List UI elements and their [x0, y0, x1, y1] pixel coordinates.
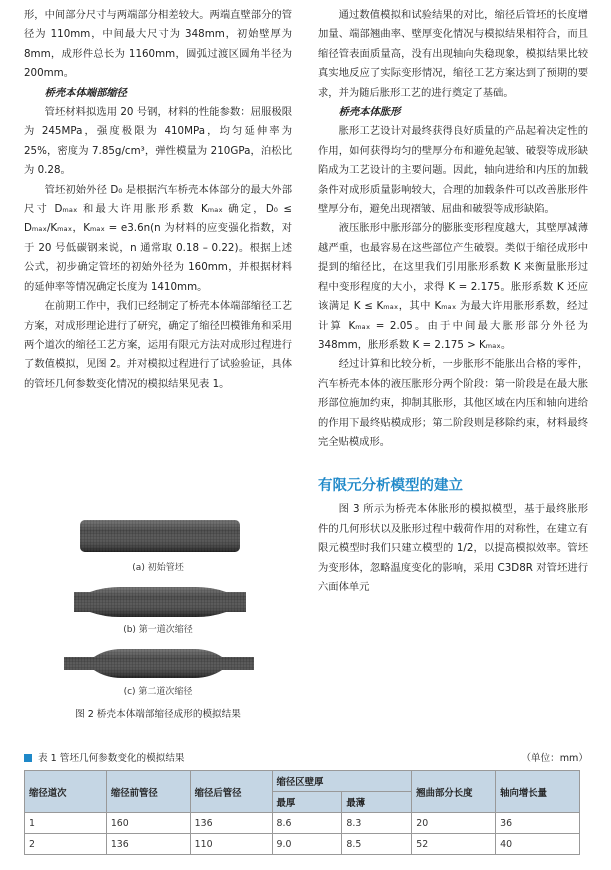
header-axial-growth: 轴向增长量	[496, 771, 580, 813]
paragraph: 在前期工作中，我们已经制定了桥壳本体端部缩径工艺方案，对成形理论进行了研究，确定了缩径凹模锥角和采用两个道次的缩径工艺方案，运用有限元方法对成形过程进行了数值模拟，见图 2。并对模拟过程进行了试验验证，具体的管坯几何参数变化情况的模拟结果见表 1。	[24, 300, 292, 390]
header-diameter-before: 缩径前管径	[106, 771, 190, 813]
caption-a: (a) 初始管坯	[132, 563, 184, 573]
paragraph: 形，中间部分尺寸与两端部分相差较大。两端直壁部分的管径为 110mm，中间最大尺寸为 348mm，初始壁厚为 8mm，成形件总长为 1160mm，圆弧过渡区圆角半径为 200mm。	[24, 9, 292, 80]
paragraph: 管坯初始外径 D₀ 是根据汽车桥壳本体部分的最大外部尺寸 Dₘₐₓ 和最大许用胀形系数 Kₘₐₓ 确定，D₀ ≤ Dₘₐₓ/Kₘₐₓ，Kₘₐₓ = e3.6n(n 为材料的应变强化指数，对于 20 号低碳钢来说，n 通常取 0.18 – 0.22)。根据上述公式，初步确定管坯的初始外径为 160mm，并根据材料的延伸率等情况确定长度为 1410mm。	[24, 183, 292, 293]
right-column	[318, 6, 588, 597]
table-cell: 40	[496, 834, 580, 855]
second-pass-tube-image	[24, 646, 292, 680]
subheader-thinnest: 最薄	[342, 792, 412, 813]
initial-tube-image	[24, 512, 292, 556]
table-cell: 8.3	[342, 813, 412, 834]
paragraph: 通过数值模拟和试验结果的对比，缩径后管坯的长度增加量、端部翘曲率、壁厚变化情况与模拟结果相符合，而且缩径管表面质量高，没有出现轴向失稳现象，模拟结果比较真实地反应了实际变形情况，缩径工艺方案达到了预期的要求，并为随后胀形工艺的进行奠定了基础。	[318, 9, 588, 99]
table-cell: 52	[412, 834, 496, 855]
header-warp-length: 翘曲部分长度	[412, 771, 496, 813]
table-cell: 9.0	[272, 834, 342, 855]
header-diameter-after: 缩径后管径	[190, 771, 272, 813]
left-column	[24, 6, 292, 394]
figure-title: 图 2 桥壳本体端部缩径成形的模拟结果	[75, 709, 241, 720]
table-cell: 136	[106, 834, 190, 855]
table-caption	[24, 752, 588, 766]
table-row	[25, 813, 580, 834]
subheader-thickest: 最厚	[272, 792, 342, 813]
table-marker-icon	[24, 754, 32, 762]
header-pass: 缩径道次	[25, 771, 107, 813]
table-cell: 36	[496, 813, 580, 834]
figure-2	[24, 512, 292, 722]
table-unit: （单位：mm）	[521, 753, 588, 764]
paragraph: 经过计算和比较分析，一步胀形不能胀出合格的零件，汽车桥壳本体的液压胀形分两个阶段：第一阶段是在最大胀形部位施加约束，抑制其胀形，其他区域在内压和轴向进给的作用下最终贴模成形；第二阶段则是移除约束，材料最终完全贴模成形。	[318, 358, 588, 448]
paragraph: 胀形工艺设计对最终获得良好质量的产品起着决定性的作用，如何获得均匀的壁厚分布和避免起皱、破裂等成形缺陷成为工艺设计的主要问题。因此，轴向进给和内压的加载条件对成形质量影响较大，合理的加载条件可以改善胀形件壁厚分布，避免出现褶皱、屈曲和破裂等成形缺陷。	[318, 125, 588, 216]
paragraph: 管坯材料拟选用 20 号钢，材料的性能参数：屈服极限为 245MPa，强度极限为 410MPa，均匀延伸率为 25%，密度为 7.85g/cm³，弹性模量为 210GPa，泊松比为 0.28。	[24, 106, 292, 177]
table-cell: 160	[106, 813, 190, 834]
table-cell: 8.5	[342, 834, 412, 855]
table-cell: 110	[190, 834, 272, 855]
subheading-end-reduction: 桥壳本体端部缩径	[44, 86, 127, 99]
subheading-bulging: 桥壳本体胀形	[338, 106, 401, 119]
caption-c: (c) 第二道次缩径	[123, 687, 193, 697]
paragraph: 液压胀形中胀形部分的膨胀变形程度越大，其壁厚减薄越严重，也最容易在这些部位产生破裂。类似于缩径成形中提到的缩径比，在这里我们引用胀形系数 K 来衡量胀形过程中变形程度的大小，求得 K = 2.175。胀形系数 K 还应该满足 K ≤ Kₘₐₓ，其中 Kₘₐₓ 为最大许用胀形系数，经过计算 Kₘₐₓ = 2.05。由于中间最大胀形部分外径为 348mm，胀形系数 K = 2.175 > Kₘₐₓ。	[318, 222, 588, 351]
paragraph: 图 3 所示为桥壳本体胀形的模拟模型，基于最终胀形件的几何形状以及胀形过程中载荷作用的对称性，在建立有限元模型时我们只建立模型的 1/2，以提高模拟效率。管坯为变形体，忽略温度变化的影响，采用 C3D8R 对管坯进行六面体单元	[318, 503, 588, 593]
table-cell: 136	[190, 813, 272, 834]
table-cell: 8.6	[272, 813, 342, 834]
table-title: 表 1 管坯几何参数变化的模拟结果	[38, 753, 185, 764]
section-title: 有限元分析模型的建立	[318, 478, 463, 495]
first-pass-tube-image	[24, 584, 292, 618]
header-wall-thickness: 缩径区壁厚	[272, 771, 412, 792]
table-cell: 2	[25, 834, 107, 855]
caption-b: (b) 第一道次缩径	[123, 625, 193, 635]
results-table	[24, 770, 580, 855]
table-cell: 20	[412, 813, 496, 834]
table-row	[25, 834, 580, 855]
table-cell: 1	[25, 813, 107, 834]
